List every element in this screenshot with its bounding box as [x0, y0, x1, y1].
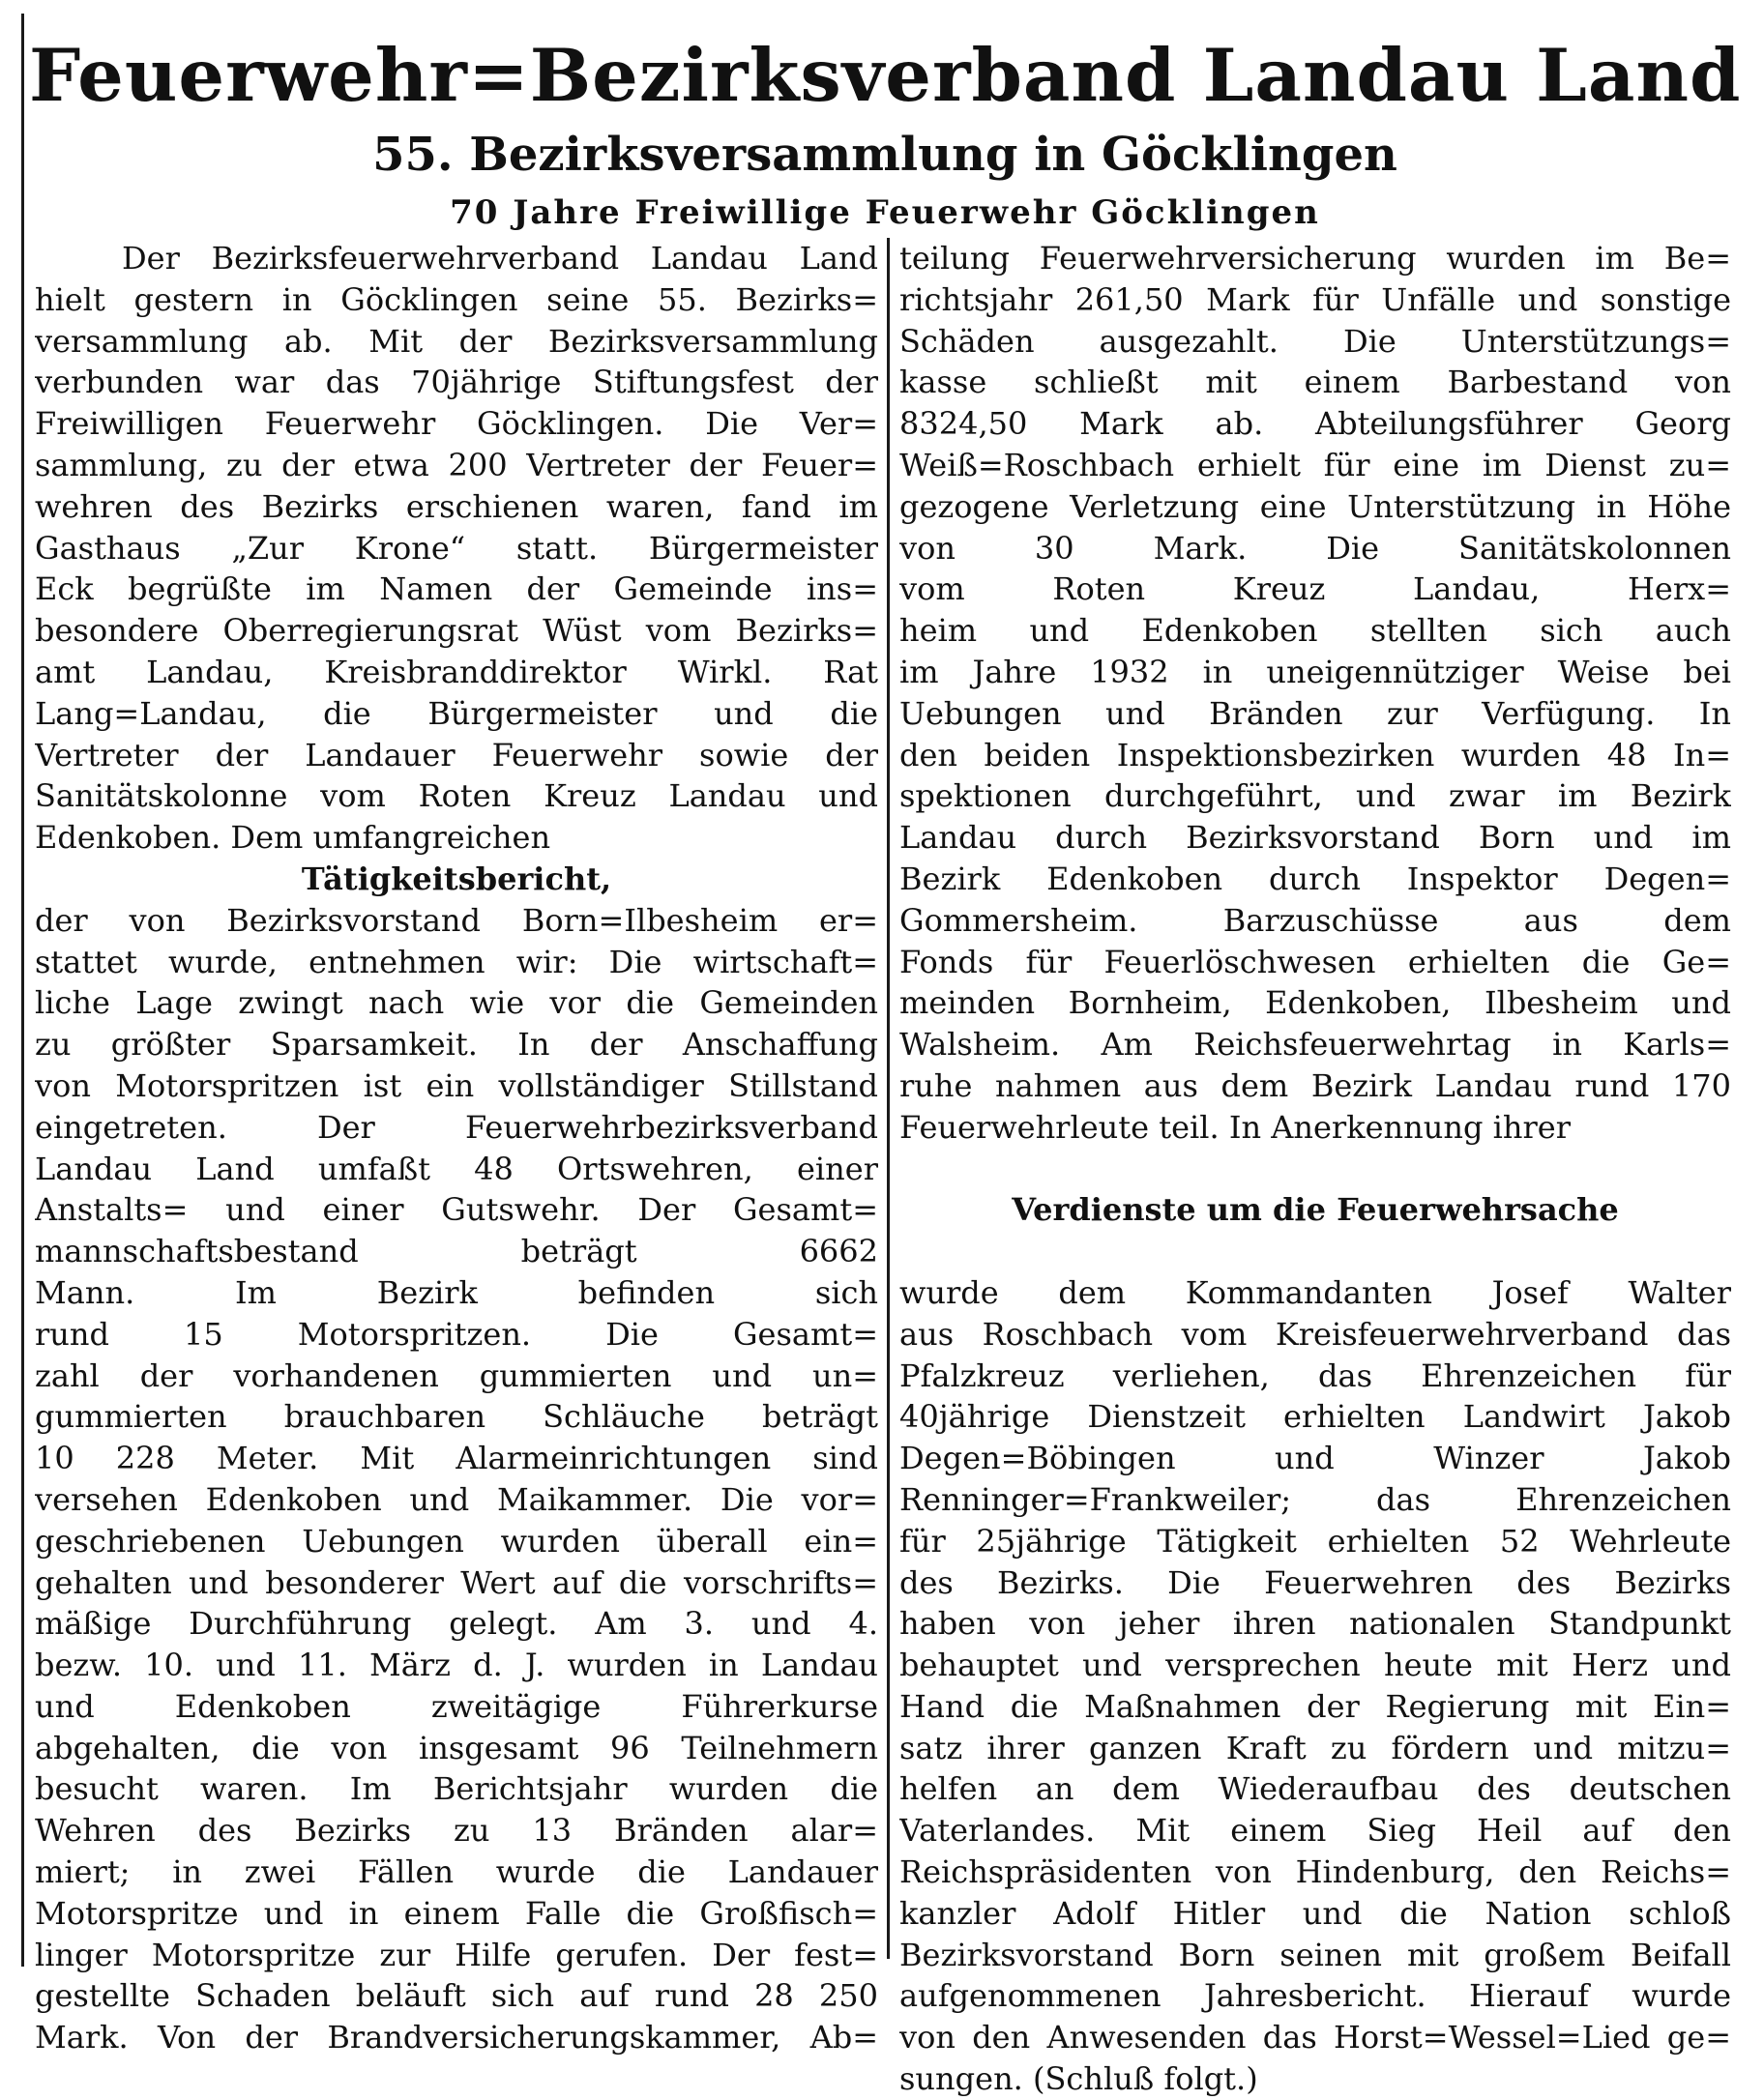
- text-line: abgehalten, die von insgesamt 96 Teilnehmern: [35, 1729, 878, 1766]
- text-line: bezw. 10. und 11. März d. J. wurden in Landau: [35, 1647, 878, 1684]
- text-line: Gasthaus „Zur Krone“ statt. Bürgermeister: [35, 529, 878, 567]
- text-line: satz ihrer ganzen Kraft zu fördern und mitzu=: [899, 1729, 1731, 1766]
- text-line: von Motorspritzen ist ein vollständiger Stillstand: [35, 1066, 878, 1104]
- text-line: wurde dem Kommandanten Josef Walter: [899, 1273, 1731, 1311]
- spacer: [899, 1231, 1731, 1272]
- text-line: Lang=Landau, die Bürgermeister und die: [35, 694, 878, 732]
- text-line: kanzler Adolf Hitler und die Nation schloß: [899, 1894, 1731, 1932]
- text-line: Uebungen und Bränden zur Verfügung. In: [899, 694, 1731, 732]
- text-line: hielt gestern in Göcklingen seine 55. Bezirks=: [35, 280, 878, 318]
- text-line: behauptet und versprechen heute mit Herz und: [899, 1647, 1731, 1684]
- text-line: helfen an dem Wiederaufbau des deutschen: [899, 1770, 1731, 1808]
- text-line: gehalten und besonderer Wert auf die vorschrifts=: [35, 1563, 878, 1601]
- text-line: haben von jeher ihren nationalen Standpunkt: [899, 1605, 1731, 1643]
- text-line: Feuerwehrleute teil. In Anerkennung ihrer: [899, 1108, 1571, 1146]
- text-line: verbunden war das 70jährige Stiftungsfest der: [35, 364, 878, 401]
- text-line: Vertreter der Landauer Feuerwehr sowie der: [35, 736, 878, 773]
- text-line: Degen=Böbingen und Winzer Jakob: [899, 1440, 1731, 1477]
- text-line: spektionen durchgeführt, und zwar im Bezirk: [899, 777, 1731, 815]
- right-column: [899, 238, 1731, 2100]
- text-line: liche Lage zwingt nach wie vor die Gemeinden: [35, 984, 878, 1022]
- text-line: 10 228 Meter. Mit Alarmeinrichtungen sind: [35, 1440, 878, 1477]
- text-line: Pfalzkreuz verliehen, das Ehrenzeichen für: [899, 1356, 1731, 1394]
- text-line: für 25jährige Tätigkeit erhielten 52 Wehrleute: [899, 1522, 1731, 1560]
- text-line: sungen. (Schluß folgt.): [899, 2060, 1258, 2098]
- text-line: miert; in zwei Fällen wurde die Landauer: [35, 1853, 878, 1891]
- text-line: Fonds für Feuerlöschwesen erhielten die Ge=: [899, 943, 1731, 980]
- text-line: 40jährige Dienstzeit erhielten Landwirt Jakob: [899, 1398, 1731, 1436]
- text-line: mannschaftsbestand beträgt 6662: [35, 1233, 878, 1270]
- text-line: Sanitätskolonne vom Roten Kreuz Landau und: [35, 777, 878, 815]
- text-line: gestellte Schaden beläuft sich auf rund 28 250: [35, 1977, 878, 2015]
- text-line: Bezirksvorstand Born seinen mit großem Beifall: [899, 1936, 1731, 1973]
- section-heading-verdienste: Verdienste um die Feuerwehrsache: [1012, 1191, 1619, 1229]
- text-line: Mark. Von der Brandversicherungskammer, Ab=: [35, 2019, 878, 2056]
- text-line: der von Bezirksvorstand Born=Ilbesheim er=: [35, 901, 878, 939]
- text-line: gezogene Verletzung eine Unterstützung in Höhe: [899, 487, 1731, 525]
- text-line: aufgenommenen Jahresbericht. Hierauf wurde: [899, 1977, 1731, 2015]
- text-line: Wehren des Bezirks zu 13 Bränden alar=: [35, 1812, 878, 1850]
- text-line: Anstalts= und einer Gutswehr. Der Gesamt=: [35, 1191, 878, 1229]
- text-line: von 30 Mark. Die Sanitätskolonnen: [899, 529, 1731, 567]
- text-line: den beiden Inspektionsbezirken wurden 48 In=: [899, 736, 1731, 773]
- text-line: ruhe nahmen aus dem Bezirk Landau rund 170: [899, 1066, 1731, 1104]
- text-line: gummierten brauchbaren Schläuche beträgt: [35, 1398, 878, 1436]
- text-line: Bezirk Edenkoben durch Inspektor Degen=: [899, 860, 1731, 897]
- headline: Feuerwehr=Bezirksverband Landau Land: [29, 33, 1742, 118]
- text-line: Freiwilligen Feuerwehr Göcklingen. Die Ver=: [35, 405, 878, 443]
- text-line: amt Landau, Kreisbranddirektor Wirkl. Rat: [35, 653, 878, 690]
- text-line: zu größter Sparsamkeit. In der Anschaffung: [35, 1026, 878, 1064]
- text-line: linger Motorspritze zur Hilfe gerufen. Der fest=: [35, 1936, 878, 1973]
- text-line: Hand die Maßnahmen der Regierung mit Ein=: [899, 1687, 1731, 1725]
- text-line: Gommersheim. Barzuschüsse aus dem: [899, 901, 1731, 939]
- text-line: 8324,50 Mark ab. Abteilungsführer Georg: [899, 405, 1731, 443]
- text-line: wehren des Bezirks erschienen waren, fand im: [35, 487, 878, 525]
- spacer: [899, 1149, 1731, 1190]
- text-line: Weiß=Roschbach erhielt für eine im Dienst zu=: [899, 446, 1731, 483]
- left-column: [35, 238, 878, 2058]
- section-heading-taetigkeitsbericht: Tätigkeitsbericht,: [301, 860, 612, 897]
- text-line: aus Roschbach vom Kreisfeuerwehrverband das: [899, 1315, 1731, 1353]
- left-border-rule: [21, 14, 24, 1967]
- text-line: im Jahre 1932 in uneigennütziger Weise bei: [899, 653, 1731, 690]
- text-line: rund 15 Motorspritzen. Die Gesamt=: [35, 1315, 878, 1353]
- text-line: Edenkoben. Dem umfangreichen: [35, 819, 551, 857]
- kicker: 70 Jahre Freiwillige Feuerwehr Göcklingen: [450, 193, 1320, 232]
- text-line: besucht waren. Im Berichtsjahr wurden die: [35, 1770, 878, 1808]
- column-divider: [887, 238, 890, 1959]
- text-line: teilung Feuerwehrversicherung wurden im Be=: [899, 240, 1731, 277]
- text-line: meinden Bornheim, Edenkoben, Ilbesheim und: [899, 984, 1731, 1022]
- text-line: stattet wurde, entnehmen wir: Die wirtschaft=: [35, 943, 878, 980]
- text-line: versehen Edenkoben und Maikammer. Die vor=: [35, 1480, 878, 1518]
- text-line: geschriebenen Uebungen wurden überall ein=: [35, 1522, 878, 1560]
- text-line: vom Roten Kreuz Landau, Herx=: [899, 570, 1731, 608]
- text-line: Mann. Im Bezirk befinden sich: [35, 1273, 878, 1311]
- text-line: mäßige Durchführung gelegt. Am 3. und 4.: [35, 1605, 878, 1643]
- text-line: versammlung ab. Mit der Bezirksversammlung: [35, 322, 878, 360]
- text-line: zahl der vorhandenen gummierten und un=: [35, 1356, 878, 1394]
- text-line: kasse schließt mit einem Barbestand von: [899, 364, 1731, 401]
- text-line: Motorspritze und in einem Falle die Großfisch=: [35, 1894, 878, 1932]
- text-line: Der Bezirksfeuerwehrverband Landau Land: [122, 240, 878, 277]
- text-line: Renninger=Frankweiler; das Ehrenzeichen: [899, 1480, 1731, 1518]
- text-line: besondere Oberregierungsrat Wüst vom Bezirks=: [35, 612, 878, 650]
- text-line: Landau durch Bezirksvorstand Born und im: [899, 819, 1731, 857]
- text-line: Vaterlandes. Mit einem Sieg Heil auf den: [899, 1812, 1731, 1850]
- text-line: des Bezirks. Die Feuerwehren des Bezirks: [899, 1563, 1731, 1601]
- subheadline: 55. Bezirksversammlung in Göcklingen: [372, 128, 1397, 182]
- text-line: von den Anwesenden das Horst=Wessel=Lied ge=: [899, 2019, 1731, 2056]
- text-line: eingetreten. Der Feuerwehrbezirksverband: [35, 1108, 878, 1146]
- text-line: und Edenkoben zweitägige Führerkurse: [35, 1687, 878, 1725]
- text-line: Schäden ausgezahlt. Die Unterstützungs=: [899, 322, 1731, 360]
- text-line: sammlung, zu der etwa 200 Vertreter der Feuer=: [35, 446, 878, 483]
- text-line: Reichspräsidenten von Hindenburg, den Reichs=: [899, 1853, 1731, 1891]
- text-line: heim und Edenkoben stellten sich auch: [899, 612, 1731, 650]
- text-line: Landau Land umfaßt 48 Ortswehren, einer: [35, 1150, 878, 1187]
- text-line: Walsheim. Am Reichsfeuerwehrtag in Karls=: [899, 1026, 1731, 1064]
- text-line: Eck begrüßte im Namen der Gemeinde ins=: [35, 570, 878, 608]
- text-line: richtsjahr 261,50 Mark für Unfälle und sonstige: [899, 280, 1731, 318]
